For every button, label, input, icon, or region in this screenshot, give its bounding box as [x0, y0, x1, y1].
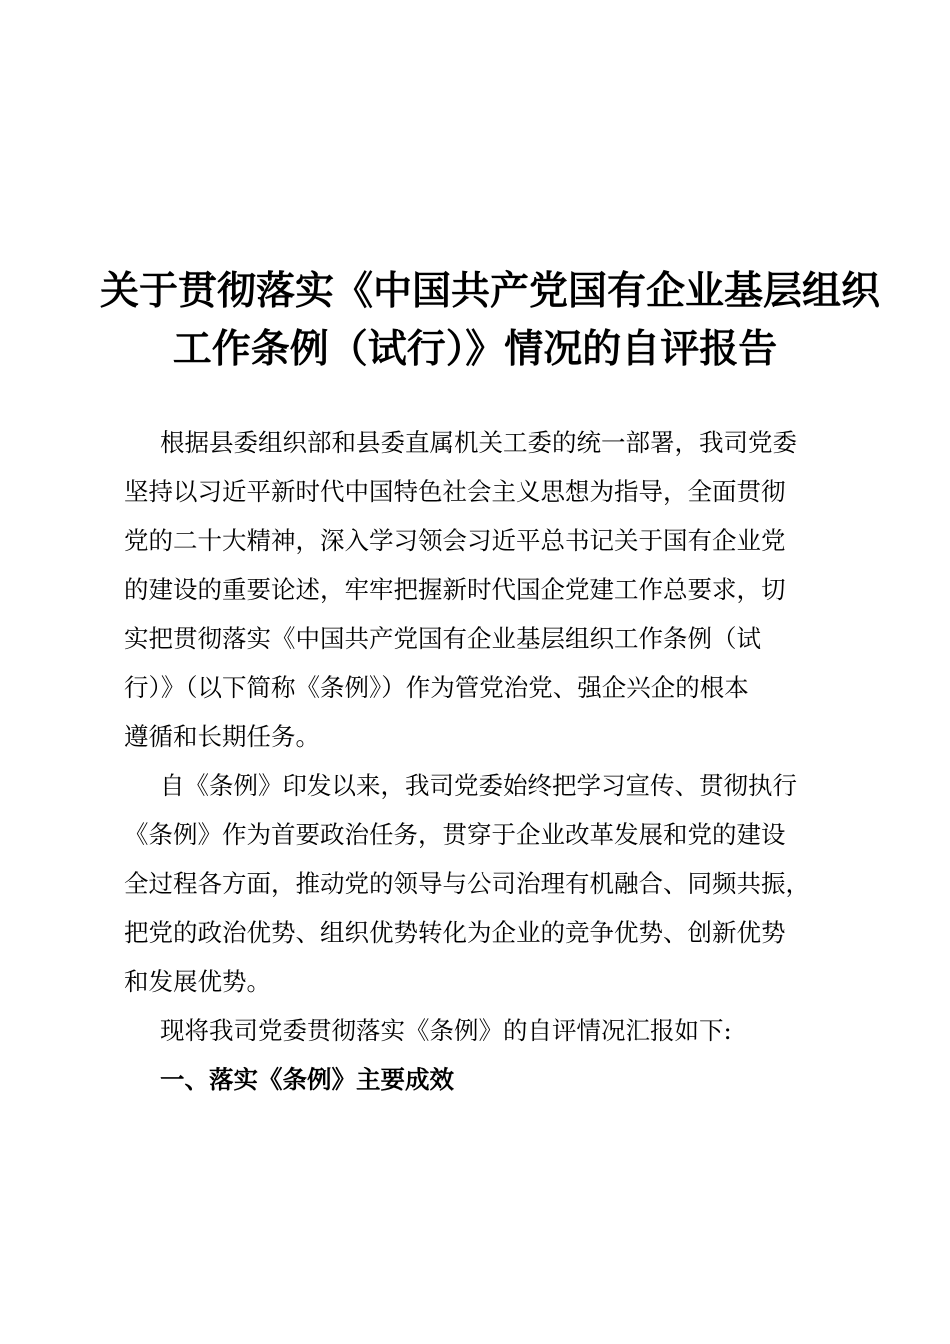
- text-line: 全过程各方面，推动党的领导与公司治理有机融合、同频共振，: [124, 869, 810, 898]
- title-line: 工作条例（试行）》情况的自评报告: [172, 326, 778, 372]
- text-line: 自《条例》印发以来，我司党委始终把学习宣传、贯彻执行: [160, 771, 797, 800]
- text-line: 党的二十大精神，深入学习领会习近平总书记关于国有企业党: [124, 526, 786, 555]
- text-line: 遵循和长期任务。: [124, 722, 320, 751]
- text-line: 《条例》作为首要政治任务，贯穿于企业改革发展和党的建设: [124, 820, 786, 849]
- text-line: 现将我司党委贯彻落实《条例》的自评情况汇报如下:: [160, 1016, 732, 1045]
- text-line: 行）》（以下简称《条例》）作为管党治党、强企兴企的根本: [124, 673, 749, 702]
- text-line: 和发展优势。: [124, 967, 271, 996]
- document-title: [100, 262, 881, 378]
- paragraph-intro: [124, 418, 818, 761]
- paragraph-since-issued: [124, 761, 818, 1006]
- text-line: 实把贯彻落实《中国共产党国有企业基层组织工作条例（试: [124, 624, 761, 653]
- section-heading: 一、落实《条例》主要成效: [160, 1065, 454, 1094]
- text-line: 的建设的重要论述，牢牢把握新时代国企党建工作总要求，切: [124, 575, 786, 604]
- paragraph-report-intro: [124, 1006, 818, 1055]
- document-body: [124, 418, 818, 1104]
- title-line: 关于贯彻落实《中国共产党国有企业基层组织: [100, 268, 881, 314]
- text-line: 根据县委组织部和县委直属机关工委的统一部署，我司党委: [160, 428, 797, 457]
- text-line: 坚持以习近平新时代中国特色社会主义思想为指导，全面贯彻: [124, 477, 786, 506]
- text-line: 把党的政治优势、组织优势转化为企业的竞争优势、创新优势: [124, 918, 786, 947]
